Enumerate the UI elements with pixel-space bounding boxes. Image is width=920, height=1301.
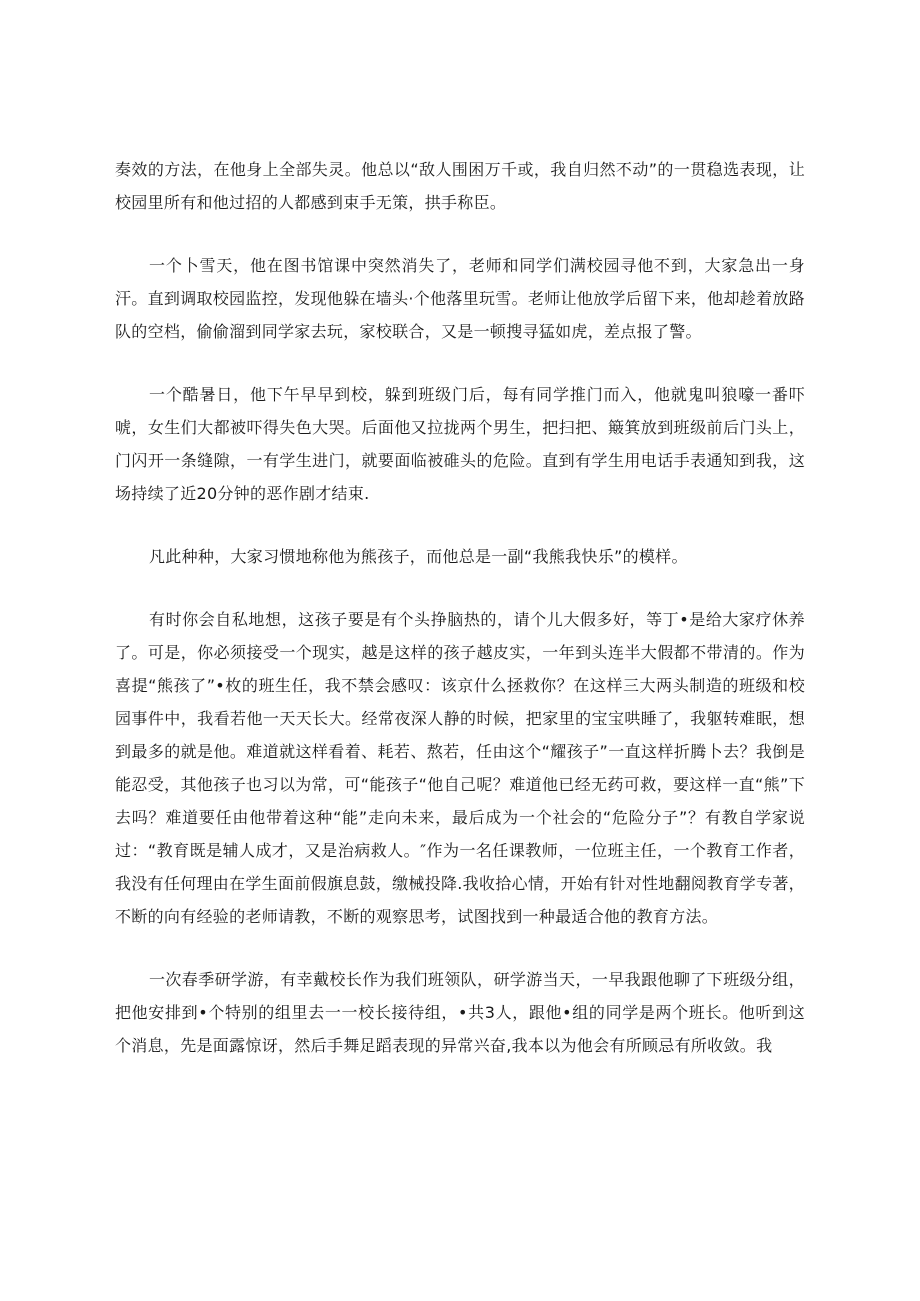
document-body [115,153,805,1062]
paragraph-1: 奏效的方法，在他身上全部失灵。他总以“敌人围困万千或，我自归然不动”的一贯稳选表现，让校园里所有和他过招的人都感到束手无策，拱手称臣。 [115,160,805,212]
paragraph-2: 一个卜雪天，他在图书馆课中突然消失了，老师和同学们满校园寻他不到，大家急出一身汗。直到调取校园监控，发现他躲在墙头·个他落里玩雪。老师让他放学后留下来，他却趁着放路队的空档，偷偷溜到同学家去玩，家校联合，又是一顿搜寻猛如虎，差点报了警。 [115,256,805,341]
paragraph-5: 有时你会自私地想，这孩子要是有个头挣脑热的，请个儿大假多好，等丁•是给大家疗休养了。可是，你必须接受一个现实，越是这样的孩子越皮实，一年到头连半大假都不带清的。作为喜提“熊孩了”•枚的班生任，我不禁会感叹：该京什么拯救你？在这样三大两头制造的班级和校园事件中，我看若他一天天长大。经常夜深人静的时候，把家里的宝宝哄睡了，我躯转难眠，想到最多的就是他。难道就这样看着、耗若、熬若，任由这个“耀孩子”一直这样折腾卜去？我倒是能忍受，其他孩子也习以为常，可“能孩子“他自己呢？难道他已经无药可救，要这样一直“熊”下去吗？难道要任由他带着这种“能”走向未来，最后成为一个社会的“危险分子”？有教自学家说过：“教育既是辅人成才，又是治病救人。″作为一名任课教师，一位班主任，一个教育工作者，我没有任何理由在学生面前假旗息鼓，缴械投降.我收拾心情，开始有针对性地翻阅教育学专著，不断的向有经验的老师请教，不断的观察思考，试图找到一种最适合他的教育方法。 [115,610,805,926]
paragraph-3: 一个酷暑日，他下午早早到校，躲到班级门后，每有同学推门而入，他就鬼叫狼嚎一番吓唬，女生们大都被吓得失色大哭。后面他又拉拢两个男生，把扫把、簸箕放到班级前后门头上，门闪开一条缝隙，一有学生进门，就要面临被碓头的危险。直到有学生用电话手表通知到我，这场持续了近20分钟的恶作剧才结束. [115,385,805,503]
paragraph-6: 一次春季研学游，有幸戴校长作为我们班领队，研学游当天，一早我跟他聊了下班级分组，把他安排到•个特别的组里去一一校长接待组，•共3人，跟他•组的同学是两个班长。他听到这个消息，先是面露惊讶，然后手舞足蹈表现的异常兴奋,我本以为他会有所顾忌有所收敛。我 [115,970,805,1055]
paragraph-4: 凡此种种，大家习惯地称他为熊孩子，而他总是一副“我熊我快乐”的模样。 [149,547,688,566]
